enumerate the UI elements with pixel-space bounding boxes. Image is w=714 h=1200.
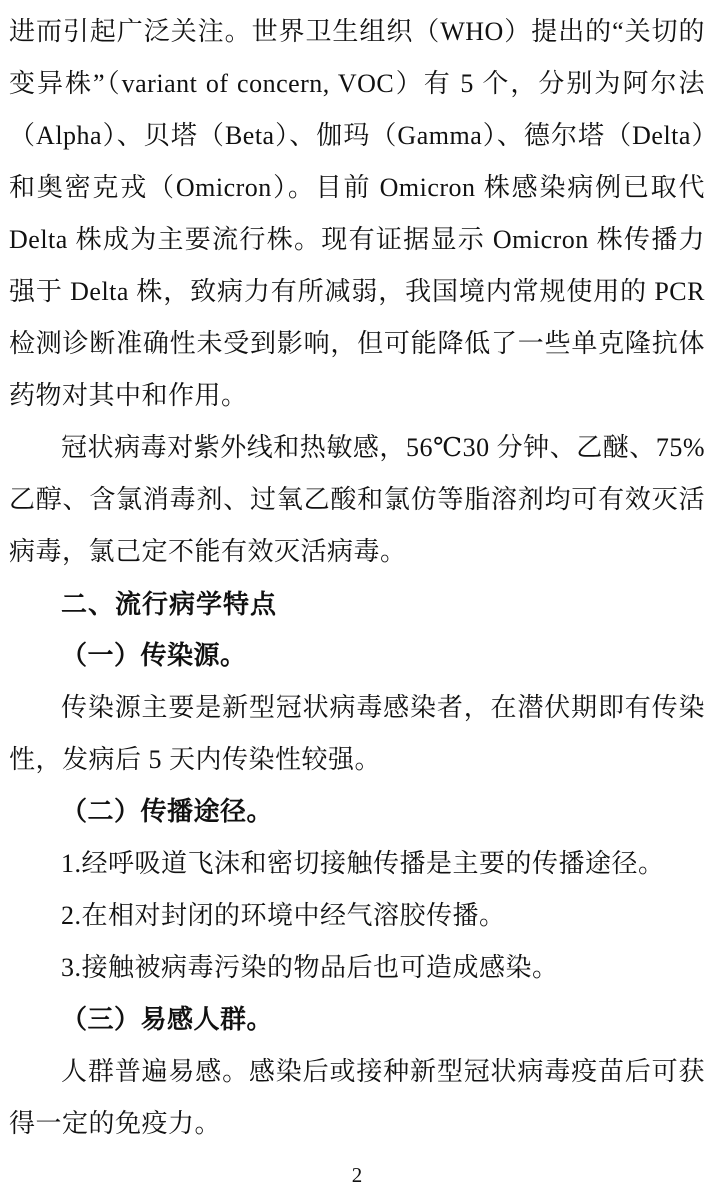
- paragraph-infection-source: 传染源主要是新型冠状病毒感染者，在潜伏期即有传染性，发病后 5 天内传染性较强。: [9, 693, 705, 774]
- page-number: 2: [351, 1163, 363, 1187]
- paragraph-variants: 进而引起广泛关注。世界卫生组织（WHO）提出的“关切的变异株”（variant of concern, VOC）有 5 个，分别为阿尔法（Alpha）、贝塔（Beta）、伽玛（Gamma）、德尔塔（Delta）和奥密克戎（Omicron）。目前 Omicron 株感染病例已取代 Delta 株成为主要流行株。现有证据显示 Omicron 株传播力强于 Delta 株，致病力有所减弱，我国境内常规使用的 PCR 检测诊断准确性未受到影响，但可能降低了一些单克隆抗体药物对其中和作用。: [9, 17, 705, 410]
- paragraph-susceptible-population: 人群普遍易感。感染后或接种新型冠状病毒疫苗后可获得一定的免疫力。: [9, 1057, 705, 1138]
- subsection-heading-susceptible-population: （三）易感人群。: [61, 1005, 274, 1034]
- subsection-heading-infection-source: （一）传染源。: [61, 641, 247, 670]
- section-heading-epidemiology: 二、流行病学特点: [61, 589, 278, 619]
- document-body: [9, 6, 705, 1150]
- numbered-item-aerosol-transmission: 2.在相对封闭的环境中经气溶胶传播。: [61, 901, 506, 930]
- numbered-item-contact-transmission: 3.接触被病毒污染的物品后也可造成感染。: [61, 953, 559, 982]
- paragraph-virus-inactivation: 冠状病毒对紫外线和热敏感，56℃30 分钟、乙醚、75%乙醇、含氯消毒剂、过氧乙酸和氯仿等脂溶剂均可有效灭活病毒，氯己定不能有效灭活病毒。: [9, 433, 705, 566]
- numbered-item-droplet-transmission: 1.经呼吸道飞沫和密切接触传播是主要的传播途径。: [61, 849, 665, 878]
- subsection-heading-transmission-routes: （二）传播途径。: [61, 797, 274, 826]
